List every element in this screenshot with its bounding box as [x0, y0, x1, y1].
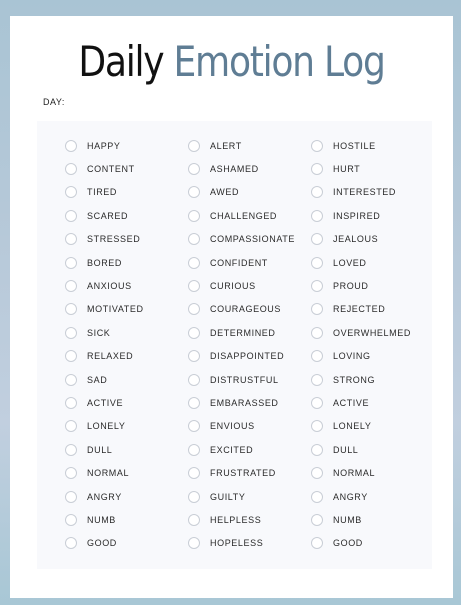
emotion-label: LONELY	[87, 421, 126, 432]
emotion-option[interactable]	[65, 368, 144, 391]
emotion-option[interactable]	[65, 485, 144, 508]
emotion-option[interactable]	[65, 461, 144, 484]
emotion-label: ASHAMED	[210, 164, 259, 175]
empty-circle-icon[interactable]	[188, 350, 200, 362]
emotion-option[interactable]	[188, 508, 295, 531]
emotion-option[interactable]	[311, 228, 411, 251]
title-word-emotion-log: Emotion Log	[173, 37, 385, 86]
empty-circle-icon[interactable]	[311, 257, 323, 269]
emotion-option[interactable]	[311, 321, 411, 344]
emotion-label: NUMB	[333, 514, 362, 525]
empty-circle-icon[interactable]	[188, 186, 200, 198]
emotion-label: HURT	[333, 164, 361, 175]
emotion-option[interactable]	[311, 415, 411, 438]
empty-circle-icon[interactable]	[65, 257, 77, 269]
emotion-label: PROUD	[333, 281, 369, 292]
emotion-label: EXCITED	[210, 444, 254, 455]
emotion-option[interactable]	[311, 204, 411, 227]
empty-circle-icon[interactable]	[311, 303, 323, 315]
emotion-label: CHALLENGED	[210, 210, 278, 221]
empty-circle-icon[interactable]	[188, 210, 200, 222]
empty-circle-icon[interactable]	[311, 233, 323, 245]
emotion-option[interactable]	[188, 368, 295, 391]
empty-circle-icon[interactable]	[311, 467, 323, 479]
emotion-label: NORMAL	[87, 468, 130, 479]
emotion-option[interactable]	[65, 508, 144, 531]
emotion-option[interactable]	[65, 228, 144, 251]
empty-circle-icon[interactable]	[65, 491, 77, 503]
empty-circle-icon[interactable]	[188, 491, 200, 503]
emotion-label: INTERESTED	[333, 187, 397, 198]
empty-circle-icon[interactable]	[188, 257, 200, 269]
empty-circle-icon[interactable]	[188, 280, 200, 292]
emotion-label: HELPLESS	[210, 514, 262, 525]
emotion-label: HAPPY	[87, 140, 121, 151]
emotion-option[interactable]	[65, 391, 144, 414]
empty-circle-icon[interactable]	[65, 467, 77, 479]
emotion-label: TIRED	[87, 187, 117, 198]
empty-circle-icon[interactable]	[311, 397, 323, 409]
empty-circle-icon[interactable]	[311, 280, 323, 292]
empty-circle-icon[interactable]	[311, 537, 323, 549]
emotion-option[interactable]	[65, 532, 144, 555]
emotion-label: DISTRUSTFUL	[210, 374, 279, 385]
empty-circle-icon[interactable]	[188, 163, 200, 175]
emotion-label: DISAPPOINTED	[210, 351, 285, 362]
emotion-option[interactable]	[311, 298, 411, 321]
empty-circle-icon[interactable]	[311, 444, 323, 456]
emotion-label: JEALOUS	[333, 234, 379, 245]
emotion-option[interactable]	[188, 134, 295, 157]
empty-circle-icon[interactable]	[188, 233, 200, 245]
emotion-option[interactable]	[188, 345, 295, 368]
empty-circle-icon[interactable]	[188, 397, 200, 409]
emotion-label: ANGRY	[333, 491, 368, 502]
emotion-label: GUILTY	[210, 491, 246, 502]
emotion-option[interactable]	[311, 181, 411, 204]
emotion-label: HOPELESS	[210, 538, 264, 549]
emotion-option[interactable]	[188, 438, 295, 461]
emotion-option[interactable]	[188, 181, 295, 204]
emotion-label: SICK	[87, 327, 111, 338]
emotion-option[interactable]	[188, 461, 295, 484]
emotion-option[interactable]	[188, 251, 295, 274]
emotion-option[interactable]	[65, 157, 144, 180]
emotion-option[interactable]	[311, 438, 411, 461]
emotion-label: LOVING	[333, 351, 371, 362]
empty-circle-icon[interactable]	[311, 140, 323, 152]
empty-circle-icon[interactable]	[65, 444, 77, 456]
emotion-option[interactable]	[188, 228, 295, 251]
emotion-column-1	[65, 134, 144, 555]
emotion-option[interactable]	[65, 415, 144, 438]
emotion-label: MOTIVATED	[87, 304, 144, 315]
emotion-option[interactable]	[188, 157, 295, 180]
emotion-column-2	[188, 134, 295, 555]
emotion-label: ALERT	[210, 140, 242, 151]
page-title	[41, 34, 422, 90]
emotion-option[interactable]	[188, 415, 295, 438]
emotion-label: SAD	[87, 374, 108, 385]
emotion-option[interactable]	[65, 345, 144, 368]
emotion-option[interactable]	[311, 368, 411, 391]
emotion-label: DULL	[333, 444, 359, 455]
empty-circle-icon[interactable]	[65, 210, 77, 222]
empty-circle-icon[interactable]	[65, 420, 77, 432]
empty-circle-icon[interactable]	[188, 514, 200, 526]
emotion-label: EMBARASSED	[210, 397, 279, 408]
emotion-option[interactable]	[188, 274, 295, 297]
emotion-label: REJECTED	[333, 304, 386, 315]
emotion-label: GOOD	[87, 538, 117, 549]
emotion-label: ANGRY	[87, 491, 122, 502]
empty-circle-icon[interactable]	[65, 327, 77, 339]
day-label: DAY:	[43, 97, 65, 107]
emotion-label: GOOD	[333, 538, 363, 549]
empty-circle-icon[interactable]	[311, 350, 323, 362]
emotion-option[interactable]	[65, 204, 144, 227]
empty-circle-icon[interactable]	[65, 374, 77, 386]
empty-circle-icon[interactable]	[311, 491, 323, 503]
emotion-label: STRONG	[333, 374, 376, 385]
emotion-option[interactable]	[311, 508, 411, 531]
emotion-label: INSPIRED	[333, 210, 381, 221]
emotion-option[interactable]	[65, 274, 144, 297]
emotion-label: DETERMINED	[210, 327, 276, 338]
emotion-label: LOVED	[333, 257, 367, 268]
emotion-label: ENVIOUS	[210, 421, 255, 432]
empty-circle-icon[interactable]	[311, 210, 323, 222]
empty-circle-icon[interactable]	[311, 186, 323, 198]
empty-circle-icon[interactable]	[65, 537, 77, 549]
empty-circle-icon[interactable]	[311, 327, 323, 339]
empty-circle-icon[interactable]	[188, 537, 200, 549]
emotion-label: LONELY	[333, 421, 372, 432]
empty-circle-icon[interactable]	[188, 420, 200, 432]
emotion-label: ACTIVE	[87, 397, 124, 408]
emotion-option[interactable]	[188, 321, 295, 344]
emotion-option[interactable]	[188, 298, 295, 321]
emotion-label: CONTENT	[87, 164, 135, 175]
emotion-label: ANXIOUS	[87, 281, 132, 292]
emotion-label: COMPASSIONATE	[210, 234, 295, 245]
emotion-option[interactable]	[311, 274, 411, 297]
empty-circle-icon[interactable]	[188, 467, 200, 479]
emotion-option[interactable]	[65, 298, 144, 321]
emotion-label: NORMAL	[333, 468, 376, 479]
empty-circle-icon[interactable]	[65, 140, 77, 152]
emotion-label: FRUSTRATED	[210, 468, 276, 479]
empty-circle-icon[interactable]	[311, 163, 323, 175]
empty-circle-icon[interactable]	[311, 374, 323, 386]
emotion-checklist-panel	[37, 121, 432, 569]
empty-circle-icon[interactable]	[65, 397, 77, 409]
emotion-log-sheet	[10, 16, 453, 598]
emotion-option[interactable]	[188, 204, 295, 227]
empty-circle-icon[interactable]	[188, 140, 200, 152]
empty-circle-icon[interactable]	[65, 233, 77, 245]
emotion-option[interactable]	[65, 251, 144, 274]
emotion-option[interactable]	[311, 532, 411, 555]
emotion-label: SCARED	[87, 210, 129, 221]
emotion-label: OVERWHELMED	[333, 327, 411, 338]
emotion-option[interactable]	[65, 321, 144, 344]
emotion-label: HOSTILE	[333, 140, 376, 151]
empty-circle-icon[interactable]	[311, 420, 323, 432]
title-word-daily: Daily	[78, 37, 164, 86]
emotion-label: CONFIDENT	[210, 257, 268, 268]
emotion-option[interactable]	[311, 157, 411, 180]
empty-circle-icon[interactable]	[188, 374, 200, 386]
empty-circle-icon[interactable]	[65, 186, 77, 198]
emotion-option[interactable]	[311, 345, 411, 368]
emotion-column-3	[311, 134, 411, 555]
emotion-option[interactable]	[188, 391, 295, 414]
emotion-label: STRESSED	[87, 234, 141, 245]
empty-circle-icon[interactable]	[65, 280, 77, 292]
emotion-label: NUMB	[87, 514, 116, 525]
empty-circle-icon[interactable]	[65, 350, 77, 362]
empty-circle-icon[interactable]	[311, 514, 323, 526]
emotion-option[interactable]	[311, 251, 411, 274]
emotion-label: DULL	[87, 444, 113, 455]
emotion-option[interactable]	[311, 461, 411, 484]
empty-circle-icon[interactable]	[65, 163, 77, 175]
empty-circle-icon[interactable]	[65, 303, 77, 315]
empty-circle-icon[interactable]	[188, 327, 200, 339]
emotion-label: COURAGEOUS	[210, 304, 282, 315]
emotion-label: AWED	[210, 187, 240, 198]
emotion-option[interactable]	[311, 485, 411, 508]
emotion-label: CURIOUS	[210, 281, 256, 292]
empty-circle-icon[interactable]	[65, 514, 77, 526]
emotion-option[interactable]	[311, 134, 411, 157]
empty-circle-icon[interactable]	[188, 303, 200, 315]
empty-circle-icon[interactable]	[188, 444, 200, 456]
emotion-option[interactable]	[188, 532, 295, 555]
emotion-label: RELAXED	[87, 351, 134, 362]
emotion-label: BORED	[87, 257, 123, 268]
emotion-option[interactable]	[188, 485, 295, 508]
emotion-option[interactable]	[65, 438, 144, 461]
emotion-label: ACTIVE	[333, 397, 370, 408]
emotion-option[interactable]	[311, 391, 411, 414]
emotion-option[interactable]	[65, 181, 144, 204]
emotion-option[interactable]	[65, 134, 144, 157]
